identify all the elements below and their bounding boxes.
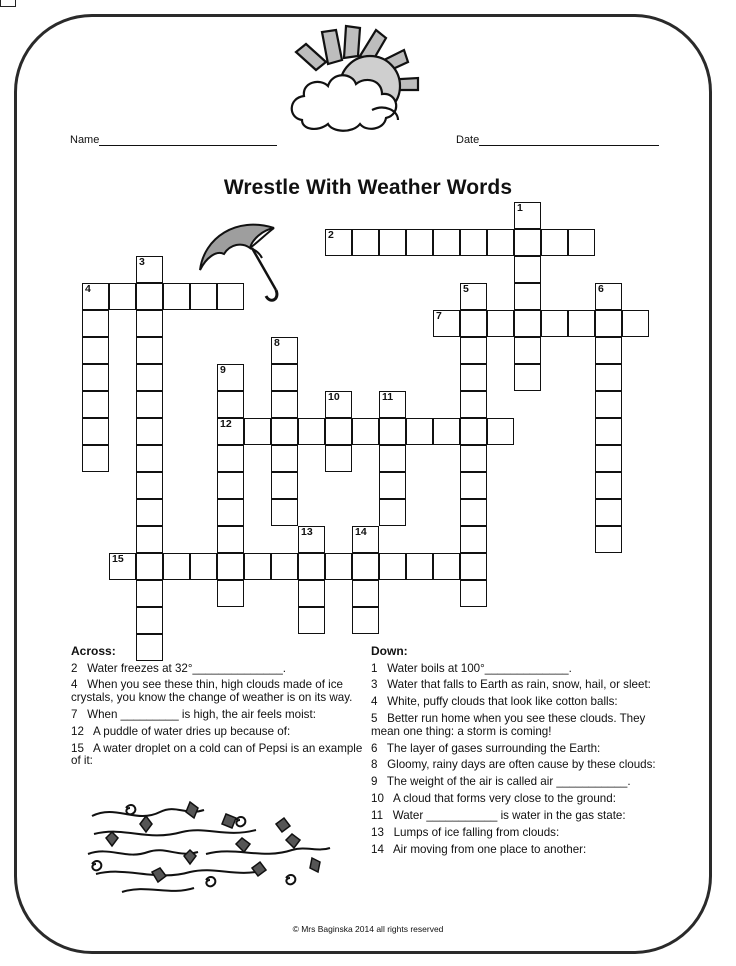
clue-text: White, puffy clouds that look like cotton balls: — [387, 695, 618, 709]
grid-cell[interactable] — [136, 391, 163, 418]
grid-cell[interactable] — [298, 580, 325, 607]
clue-text: The weight of the air is called air ___________. — [386, 775, 631, 789]
grid-cell[interactable] — [109, 283, 136, 310]
copyright-footer: © Mrs Baginska 2014 all rights reserved — [292, 924, 444, 934]
clue-item — [371, 776, 663, 788]
leaves-wind-icon — [86, 794, 338, 900]
clue-text: Gloomy, rainy days are often cause by these clouds: — [387, 758, 656, 772]
clue-text: Lumps of ice falling from clouds: — [393, 826, 560, 840]
clue-number: 8 — [371, 758, 378, 772]
grid-cell[interactable] — [406, 553, 433, 580]
grid-cell[interactable] — [136, 283, 163, 310]
grid-cell[interactable] — [379, 553, 406, 580]
clue-number: 11 — [382, 391, 394, 403]
clue-number: 9 — [220, 364, 226, 376]
grid-cell[interactable] — [568, 229, 595, 256]
grid-cell[interactable] — [217, 391, 244, 418]
grid-cell[interactable] — [406, 229, 433, 256]
grid-cell[interactable] — [136, 553, 163, 580]
grid-cell[interactable] — [541, 310, 568, 337]
across-heading: Across: — [71, 644, 116, 658]
grid-cell[interactable] — [325, 418, 352, 445]
grid-cell[interactable] — [433, 553, 460, 580]
grid-cell[interactable] — [298, 553, 325, 580]
clue-text: When _________ is high, the air feels moist: — [87, 707, 316, 721]
grid-cell[interactable] — [514, 202, 541, 229]
clue-item — [371, 713, 663, 738]
clue-text: Water ___________ is water in the gas state: — [392, 809, 626, 823]
grid-cell[interactable] — [325, 445, 352, 472]
grid-cell[interactable] — [244, 553, 271, 580]
date-field[interactable] — [456, 134, 659, 146]
clue-number: 2 — [328, 229, 334, 241]
grid-cell[interactable] — [379, 229, 406, 256]
grid-cell[interactable] — [460, 391, 487, 418]
grid-cell[interactable] — [271, 337, 298, 364]
clue-number: 4 — [71, 678, 78, 692]
clue-number: 2 — [71, 661, 78, 675]
clue-text: Water freezes at 32°______________. — [87, 661, 286, 675]
grid-cell[interactable] — [325, 391, 352, 418]
clue-number: 14 — [371, 842, 384, 856]
grid-cell[interactable] — [298, 607, 325, 634]
grid-cell[interactable] — [487, 310, 514, 337]
clue-item — [371, 663, 663, 675]
grid-cell[interactable] — [379, 472, 406, 499]
clue-item — [371, 679, 663, 691]
grid-cell[interactable] — [406, 418, 433, 445]
grid-cell[interactable] — [595, 337, 622, 364]
grid-cell[interactable] — [595, 310, 622, 337]
clue-number: 10 — [371, 792, 384, 806]
grid-cell[interactable] — [217, 499, 244, 526]
clue-item — [71, 663, 366, 675]
clue-number: 3 — [371, 678, 378, 692]
clue-number: 9 — [371, 775, 378, 789]
grid-cell[interactable] — [82, 337, 109, 364]
grid-cell[interactable] — [487, 229, 514, 256]
grid-cell[interactable] — [163, 553, 190, 580]
grid-cell[interactable] — [460, 229, 487, 256]
grid-cell[interactable] — [460, 364, 487, 391]
grid-cell[interactable] — [217, 472, 244, 499]
grid-cell[interactable] — [82, 445, 109, 472]
grid-cell[interactable] — [217, 526, 244, 553]
grid-cell[interactable] — [217, 418, 244, 445]
grid-cell[interactable] — [433, 418, 460, 445]
grid-cell[interactable] — [460, 337, 487, 364]
grid-cell[interactable] — [595, 418, 622, 445]
grid-cell[interactable] — [271, 499, 298, 526]
clue-number: 5 — [463, 283, 469, 295]
grid-cell[interactable] — [460, 310, 487, 337]
date-label: Date — [456, 134, 480, 146]
page-title: Wrestle With Weather Words — [223, 176, 513, 199]
grid-cell[interactable] — [622, 310, 649, 337]
clue-number: 15 — [71, 741, 84, 755]
clue-number: 8 — [274, 337, 280, 349]
clue-text: Water boils at 100°_____________. — [387, 661, 572, 675]
grid-cell[interactable] — [352, 418, 379, 445]
clue-number: 11 — [371, 809, 384, 823]
clue-item — [371, 810, 663, 822]
clue-item — [71, 679, 366, 704]
grid-cell[interactable] — [136, 364, 163, 391]
name-label: Name — [70, 134, 100, 146]
across-clues — [71, 645, 366, 767]
clue-number: 4 — [85, 283, 91, 295]
name-field[interactable] — [70, 134, 277, 146]
grid-cell[interactable] — [163, 283, 190, 310]
clue-text: A cloud that forms very close to the ground: — [392, 792, 616, 806]
grid-cell[interactable] — [271, 445, 298, 472]
clue-text: Water that falls to Earth as rain, snow, hail, or sleet: — [387, 678, 651, 692]
grid-cell[interactable] — [136, 418, 163, 445]
grid-cell[interactable] — [82, 391, 109, 418]
grid-cell[interactable] — [352, 580, 379, 607]
grid-cell[interactable] — [271, 472, 298, 499]
grid-cell[interactable] — [460, 445, 487, 472]
grid-cell[interactable] — [595, 445, 622, 472]
grid-cell[interactable] — [136, 499, 163, 526]
grid-cell[interactable] — [136, 337, 163, 364]
grid-cell[interactable] — [541, 229, 568, 256]
grid-cell[interactable] — [82, 283, 109, 310]
grid-cell[interactable] — [379, 499, 406, 526]
grid-cell[interactable] — [136, 256, 163, 283]
grid-cell[interactable] — [379, 418, 406, 445]
clue-number: 3 — [139, 256, 145, 268]
clue-text: Air moving from one place to another: — [392, 842, 587, 856]
clue-number: 13 — [301, 526, 313, 538]
grid-cell[interactable] — [595, 472, 622, 499]
grid-cell[interactable] — [190, 283, 217, 310]
grid-cell[interactable] — [433, 310, 460, 337]
down-clues — [371, 645, 663, 856]
grid-cell[interactable] — [325, 553, 352, 580]
grid-cell[interactable] — [595, 364, 622, 391]
clue-item — [71, 743, 366, 768]
grid-cell[interactable] — [352, 229, 379, 256]
grid-cell[interactable] — [217, 445, 244, 472]
grid-cell[interactable] — [514, 337, 541, 364]
clue-item — [71, 709, 366, 721]
clue-text: Better run home when you see these clouds. They mean one thing: a storm is coming! — [371, 712, 646, 738]
grid-cell[interactable] — [298, 526, 325, 553]
grid-cell[interactable] — [595, 391, 622, 418]
grid-cell[interactable] — [271, 418, 298, 445]
grid-cell[interactable] — [460, 526, 487, 553]
clue-number: 10 — [328, 391, 340, 403]
grid-cell[interactable] — [595, 526, 622, 553]
grid-cell[interactable] — [514, 256, 541, 283]
clue-item — [371, 844, 663, 856]
grid-cell[interactable] — [271, 391, 298, 418]
grid-cell[interactable] — [271, 553, 298, 580]
clue-item — [371, 793, 663, 805]
grid-cell[interactable] — [136, 580, 163, 607]
grid-cell[interactable] — [514, 229, 541, 256]
grid-cell[interactable] — [352, 607, 379, 634]
grid-cell[interactable] — [136, 472, 163, 499]
clue-number: 12 — [220, 418, 232, 430]
grid-cell[interactable] — [244, 418, 271, 445]
clue-number: 4 — [371, 695, 378, 709]
grid-cell[interactable] — [82, 364, 109, 391]
grid-cell[interactable] — [190, 553, 217, 580]
grid-cell[interactable] — [82, 310, 109, 337]
clue-number: 7 — [71, 707, 78, 721]
clue-number: 13 — [371, 826, 384, 840]
grid-cell[interactable] — [460, 499, 487, 526]
grid-cell[interactable] — [487, 418, 514, 445]
clue-number: 1 — [517, 202, 523, 214]
clue-text: A water droplet on a cold can of Pepsi is an example of it: — [71, 741, 363, 767]
grid-cell[interactable] — [217, 364, 244, 391]
clue-number: 14 — [355, 526, 367, 538]
grid-cell[interactable] — [136, 526, 163, 553]
grid-cell[interactable] — [514, 310, 541, 337]
clue-text: When you see these thin, high clouds made of ice crystals, you know the change of weather is on its way. — [71, 678, 353, 704]
grid-cell[interactable] — [433, 229, 460, 256]
grid-cell[interactable] — [514, 283, 541, 310]
grid-cell[interactable] — [82, 418, 109, 445]
grid-cell[interactable] — [217, 283, 244, 310]
clue-item — [371, 759, 663, 771]
grid-cell[interactable] — [568, 310, 595, 337]
clue-item — [371, 743, 663, 755]
clue-text: A puddle of water dries up because of: — [92, 724, 291, 738]
grid-cell[interactable] — [514, 364, 541, 391]
grid-cell[interactable] — [271, 364, 298, 391]
grid-cell[interactable] — [136, 445, 163, 472]
grid-cell[interactable] — [325, 229, 352, 256]
grid-cell[interactable] — [379, 445, 406, 472]
clue-number: 6 — [598, 283, 604, 295]
clue-number: 5 — [371, 712, 378, 726]
clue-text: The layer of gases surrounding the Earth: — [386, 741, 601, 755]
grid-cell[interactable] — [460, 418, 487, 445]
grid-cell[interactable] — [136, 310, 163, 337]
grid-cell[interactable] — [460, 472, 487, 499]
grid-cell[interactable] — [460, 283, 487, 310]
grid-cell[interactable] — [217, 553, 244, 580]
grid-cell[interactable] — [136, 607, 163, 634]
clue-number: 6 — [371, 741, 378, 755]
grid-cell[interactable] — [217, 580, 244, 607]
clue-item — [71, 726, 366, 738]
clue-number: 1 — [371, 661, 378, 675]
clue-number: 12 — [71, 724, 84, 738]
grid-cell[interactable] — [352, 526, 379, 553]
clue-item — [371, 827, 663, 839]
grid-cell[interactable] — [595, 499, 622, 526]
grid-cell[interactable] — [379, 391, 406, 418]
grid-cell[interactable] — [109, 553, 136, 580]
clue-item — [371, 696, 663, 708]
grid-cell[interactable] — [352, 553, 379, 580]
grid-cell[interactable] — [460, 580, 487, 607]
clue-number: 15 — [112, 553, 124, 565]
sun-cloud-icon — [286, 24, 446, 136]
grid-cell[interactable] — [460, 553, 487, 580]
down-heading: Down: — [371, 644, 408, 658]
grid-cell[interactable] — [595, 283, 622, 310]
grid-cell[interactable] — [298, 418, 325, 445]
corner-mark — [0, 0, 16, 7]
clue-number: 7 — [436, 310, 442, 322]
